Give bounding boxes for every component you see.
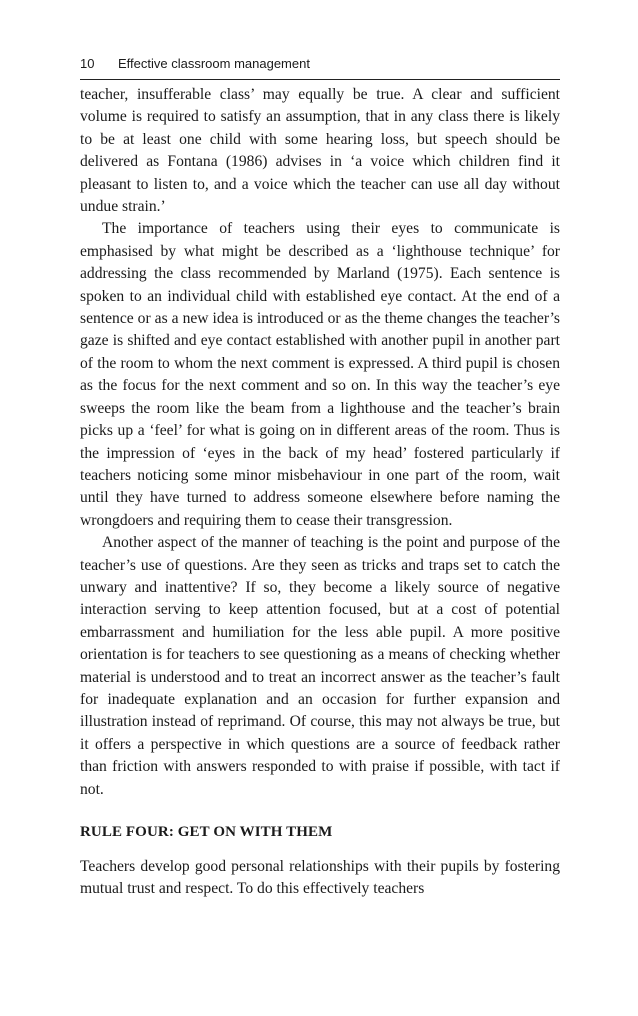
- paragraph-questions: Another aspect of the manner of teaching is the point and purpose of the teacher’s use of questions. Are they seen as tricks and traps set to catch the unwary and inattentive? If so, they become a likely source of negative interaction serving to keep attention focused, but at a cost of potential embarrassment and humiliation for the less able pupil. A more positive orientation is for teachers to see questioning as a means of checking whether material is understood and to treat an incorrect answer as the teacher’s fault for inadequate explanation and an occasion for further expansion and illustration instead of reprimand. Of course, this may not always be true, but it offers a perspective in which questions are a source of feedback rather than friction with answers responded to with praise if possible, with tact if not.: [80, 534, 560, 798]
- body-text: [80, 84, 560, 801]
- paragraph-lighthouse-technique: The importance of teachers using their eyes to communicate is emphasised by what might be described as a ‘lighthouse technique’ for addressing the class recommended by Marland (1975). Each sentence is spoken to an individual child with established eye contact. At the end of a sentence or as a new idea is introduced or as the theme changes the teacher’s gaze is shifted and eye contact established with another pupil in another part of the room to whom the next comment is expressed. A third pupil is chosen as the focus for the next comment and so on. In this way the teacher’s eye sweeps the room like the beam from a lighthouse and the teacher’s brain picks up a ‘feel’ for what is going on in different areas of the room. Thus is the impression of ‘eyes in the back of my head’ fostered particularly if teachers noticing some minor misbehaviour in one part of the room, wait until they have turned to address someone elsewhere before naming the wrongdoers and requiring them to cease their transgression.: [80, 220, 560, 529]
- section-body-text: [80, 856, 560, 901]
- paragraph-relationships: Teachers develop good personal relationships with their pupils by fostering mutual trust and respect. To do this effectively teachers: [80, 858, 560, 898]
- page-number: 10: [80, 56, 95, 71]
- running-header: [80, 55, 560, 80]
- running-title: Effective classroom management: [118, 56, 310, 71]
- section-heading: RULE FOUR: GET ON WITH THEM: [80, 824, 333, 840]
- paragraph-continued: teacher, insufferable class’ may equally be true. A clear and sufficient volume is required to satisfy an assumption, that in any class there is likely to be at least one child with some hearing loss, but speech should be delivered as Fontana (1986) advises in ‘a voice which children find it pleasant to listen to, and a voice which the teacher can use all day without undue strain.’: [80, 86, 560, 216]
- book-page: [80, 55, 560, 901]
